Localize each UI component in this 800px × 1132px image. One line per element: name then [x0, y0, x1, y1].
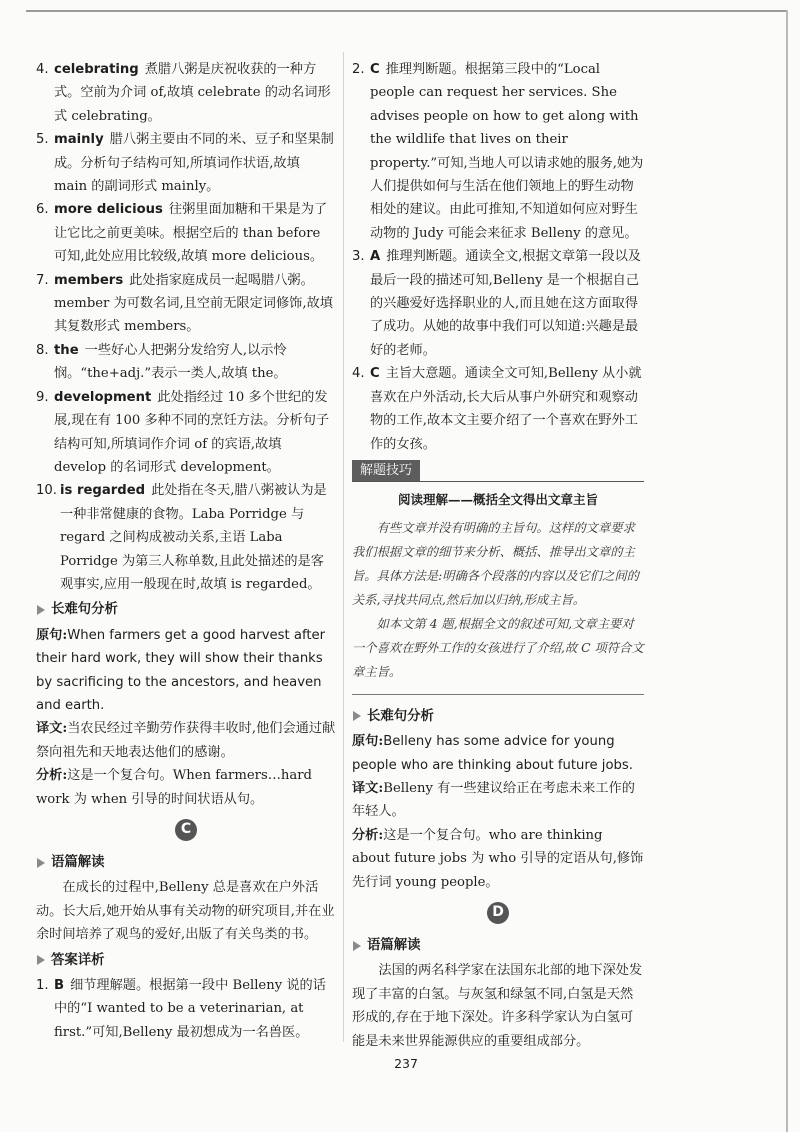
answer-item [36, 479, 336, 596]
answer-number: 4. [352, 366, 365, 382]
answer-key: members [54, 272, 124, 288]
top-rule [26, 10, 786, 22]
answer-item [36, 974, 336, 1044]
triangle-bullet-icon [37, 955, 45, 965]
section-heading-label: 语篇解读 [51, 855, 105, 870]
page-number: 237 [394, 1056, 418, 1071]
answer-number: 1. [36, 978, 49, 994]
answer-item [36, 198, 336, 268]
section-badge-c: C [175, 819, 197, 841]
triangle-bullet-icon [37, 858, 45, 868]
answer-key: B [54, 978, 65, 994]
answer-item [36, 269, 336, 339]
answer-number: 10. [36, 483, 57, 499]
answer-key: C [370, 366, 380, 382]
tip-tag: 解题技巧 [352, 460, 420, 481]
answer-item [36, 386, 336, 480]
tip-end-rule [352, 694, 644, 695]
section-heading-label: 语篇解读 [367, 937, 421, 953]
answer-key: A [370, 249, 381, 265]
section-badge-d: D [487, 902, 509, 924]
left-column [36, 58, 336, 1044]
answer-item [36, 339, 336, 386]
analysis: 分析:这是一个复合句。who are thinking about future jobs 为 who 引导的定语从句,修饰先行词 young people。 [352, 827, 644, 890]
original-sentence: 原句:Belleny has some advice for young people who are thinking about future jobs. [352, 734, 633, 773]
answer-item [352, 58, 644, 245]
original-sentence: 原句:When farmers get a good harvest after their hard work, they will show their thanks by sacrificing to the ancestors, and heaven and earth. [36, 627, 326, 713]
answer-text: 此处指在冬天,腊八粥被认为是一种非常健康的食物。Laba Porridge 与 regard 之间构成被动关系,主语 Laba Porridge 为第三人称单数,且此处描述的是客观事实,应用一般现在时,故填 is regarded。 [60, 483, 327, 592]
section-heading [36, 598, 336, 621]
answer-text: 一些好心人把粥分发给穷人,以示怜悯。“the+adj.”表示一类人,故填 the。 [54, 342, 287, 382]
triangle-bullet-icon [353, 941, 361, 951]
answer-text: 腊八粥主要由不同的米、豆子和坚果制成。分析句子结构可知,所填词作状语,故填 main 的副词形式 mainly。 [54, 132, 334, 195]
answer-number: 4. [36, 62, 49, 77]
tip-title: 阅读理解——概括全文得出文章主旨 [397, 492, 598, 508]
answer-number: 3. [352, 249, 365, 265]
triangle-bullet-icon [353, 711, 361, 721]
section-heading [36, 851, 336, 874]
translation: 译文:Belleny 有一些建议给正在考虑未来工作的年轻人。 [352, 780, 635, 820]
answer-key: celebrating [54, 62, 139, 77]
answer-number: 8. [36, 342, 49, 358]
section-heading [352, 705, 644, 728]
answer-text: 往粥里面加糖和干果是为了让它比之前更美味。根据空后的 than before 可知,此处应用比较级,故填 more delicious。 [54, 202, 328, 265]
section-heading [36, 949, 336, 972]
answer-item [352, 362, 644, 456]
answer-text: 主旨大意题。通读全文可知,Belleny 从小就喜欢在户外活动,长大后从事户外研究和观察动物的工作,故本文主要介绍了一个喜欢在野外工作的女孩。 [370, 366, 642, 452]
answer-text: 此处指经过 10 多个世纪的发展,现在有 100 多种不同的烹饪方法。分析句子结构可知,所填词作介词 of 的宾语,故填 develop 的名词形式 development。 [54, 389, 330, 475]
answer-number: 9. [36, 389, 49, 405]
section-heading-label: 长难句分析 [367, 708, 434, 724]
tip-box [352, 456, 644, 695]
answer-text: 推理判断题。通读全文,根据文章第一段以及最后一段的描述可知,Belleny 是一个根据自己的兴趣爱好选择职业的人,而且她在这方面取得了成功。从她的故事中我们可以知道:兴趣是最好的老师。 [370, 249, 641, 358]
answer-text: 此处指家庭成员一起喝腊八粥。member 为可数名词,且空前无限定词修饰,故填其复数形式 members。 [54, 272, 333, 335]
tip-rule [352, 481, 644, 482]
answer-text: 推理判断题。根据第三段中的“Local people can request her services. She advises people on how to get along with the wildlife that lives on their property.”可知,当地人可以请求她的服务,她为人们提供如何与生活在他们领地上的野生动物相处的建议。由此可推知,不知道如何应对野生动物的 Judy 可能会来征求 Belleny 的意见。 [370, 62, 644, 241]
answer-key: mainly [54, 132, 104, 148]
tip-paragraph: 如本文第 4 题,根据全文的叙述可知,文章主要对一个喜欢在野外工作的女孩进行了介绍,故 C 项符合文章主旨。 [352, 616, 644, 679]
right-edge-rule [786, 10, 788, 1132]
right-column [352, 58, 644, 1053]
column-divider [343, 52, 344, 1042]
triangle-bullet-icon [37, 605, 45, 615]
answer-key: more delicious [54, 202, 163, 218]
answer-number: 2. [352, 62, 365, 77]
section-heading-label: 长难句分析 [51, 602, 118, 618]
reading-summary: 在成长的过程中,Belleny 总是喜欢在户外活动。长大后,她开始从事有关动物的研究项目,并在业余时间培养了观鸟的爱好,出版了有关鸟类的书。 [36, 880, 335, 943]
answer-text: 煮腊八粥是庆祝收获的一种方式。空前为介词 of,故填 celebrate 的动名词形式 celebrating。 [54, 62, 331, 124]
answer-key: is regarded [60, 483, 146, 499]
answer-key: development [54, 389, 152, 405]
analysis: 分析:这是一个复合句。When farmers…hard work 为 when 引导的时间状语从句。 [36, 768, 313, 807]
answer-item [352, 245, 644, 362]
answer-key: C [370, 62, 380, 77]
tip-paragraph: 有些文章并没有明确的主旨句。这样的文章要求我们根据文章的细节来分析、概括、推导出文章的主旨。具体方法是:明确各个段落的内容以及它们之间的关系,寻找共同点,然后加以归纳,形成主旨。 [352, 520, 639, 607]
reading-summary: 法国的两名科学家在法国东北部的地下深处发现了丰富的白氢。与灰氢和绿氢不同,白氢是天然形成的,存在于地下深处。许多科学家认为白氢可能是未来世界能源供应的重要组成部分。 [352, 963, 643, 1049]
translation: 译文:当农民经过辛勤劳作获得丰收时,他们会通过献祭向祖先和天地表达他们的感谢。 [36, 721, 336, 760]
answer-key: the [54, 342, 79, 358]
answer-item [36, 128, 336, 198]
section-heading-label: 答案详析 [51, 952, 105, 968]
section-heading [352, 934, 644, 957]
answer-text: 细节理解题。根据第一段中 Belleny 说的话中的“I wanted to be a veterinarian, at first.”可知,Belleny 最初想成为一名兽医。 [54, 978, 326, 1040]
answer-number: 7. [36, 272, 49, 288]
answer-item [36, 58, 336, 128]
answer-number: 5. [36, 132, 49, 148]
answer-number: 6. [36, 202, 49, 218]
